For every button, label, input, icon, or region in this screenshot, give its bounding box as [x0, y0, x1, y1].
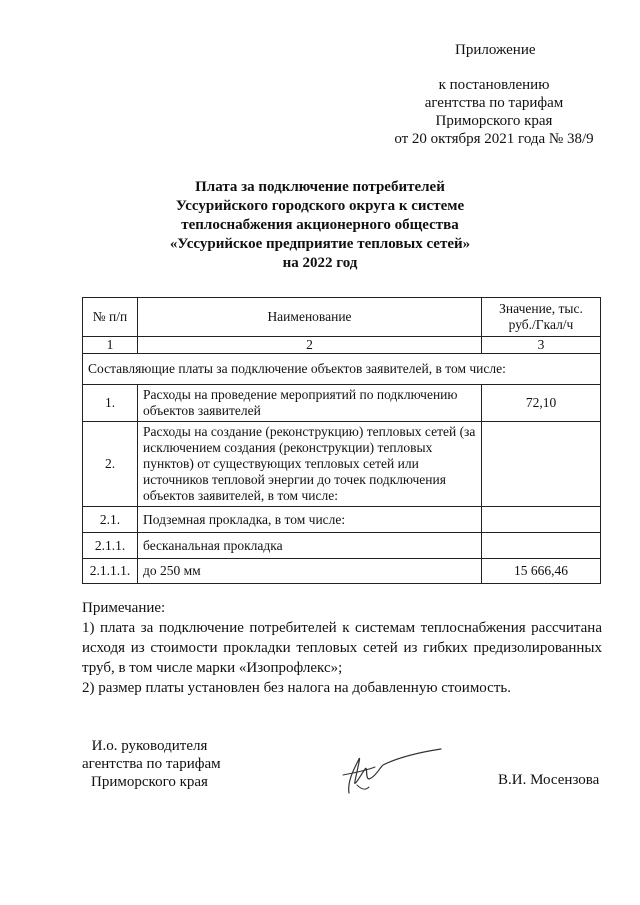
- row-name: Расходы на создание (реконструкцию) тепловых сетей (за исключением создания (реконструкции) тепловых пунктов) от существующих тепловых сетей или источников тепловой энергии до точек подключения объектов заявителей, в том числе:: [138, 422, 482, 507]
- column-number: 3: [482, 337, 601, 354]
- note-item: 2) размер платы установлен без налога на добавленную стоимость.: [82, 680, 511, 696]
- title-line: Уссурийского городского округа к системе: [175, 198, 465, 214]
- title-line: на 2022 год: [282, 255, 358, 271]
- column-header-value: Значение, тыс. руб./Гкал/ч: [482, 298, 601, 337]
- section-row: [83, 354, 601, 385]
- row-number: 2.1.1.1.: [83, 559, 138, 584]
- handwritten-signature: [335, 745, 445, 805]
- table-row: [83, 533, 601, 559]
- row-name: бесканальная прокладка: [138, 533, 482, 559]
- row-name: Расходы на проведение мероприятий по подключению объектов заявителей: [138, 385, 482, 422]
- tariff-table: [82, 297, 601, 584]
- row-number: 2.: [83, 422, 138, 507]
- document-title: [150, 178, 490, 273]
- position-line: Приморского края: [91, 774, 208, 790]
- note-item: 1) плата за подключение потребителей к системам теплоснабжения рассчитана исходя из стоимости прокладки тепловых сетей из гибких предизолированных труб, в том числе марки «Изопрофлекс»;: [82, 620, 602, 676]
- appendix-label: Приложение: [455, 42, 536, 58]
- title-line: «Уссурийское предприятие тепловых сетей»: [169, 236, 471, 252]
- row-name: до 250 мм: [138, 559, 482, 584]
- row-number: 2.1.1.: [83, 533, 138, 559]
- title-line: теплоснабжения акционерного общества: [181, 217, 459, 233]
- signatory-position: [82, 737, 221, 791]
- row-value: [482, 422, 601, 507]
- column-number-row: [83, 337, 601, 354]
- table-row: [83, 559, 601, 584]
- notes-heading: Примечание:: [82, 600, 166, 616]
- row-value: 72,10: [482, 385, 601, 422]
- appendix-line: к постановлению: [438, 77, 550, 93]
- table-row: [83, 507, 601, 533]
- column-header-name: Наименование: [138, 298, 482, 337]
- position-line: агентства по тарифам: [82, 756, 221, 772]
- row-value: [482, 507, 601, 533]
- signer-name: В.И. Мосензова: [498, 772, 600, 788]
- appendix-line: агентства по тарифам: [424, 95, 564, 111]
- row-name: Подземная прокладка, в том числе:: [138, 507, 482, 533]
- column-number: 1: [83, 337, 138, 354]
- table-row: [83, 422, 601, 507]
- column-header-number: № п/п: [83, 298, 138, 337]
- notes-block: [82, 598, 602, 698]
- row-number: 1.: [83, 385, 138, 422]
- table-row: [83, 385, 601, 422]
- position-line: И.о. руководителя: [91, 738, 208, 754]
- appendix-reference: [380, 76, 608, 148]
- title-line: Плата за подключение потребителей: [195, 179, 445, 195]
- appendix-line: от 20 октября 2021 года № 38/9: [394, 131, 594, 147]
- row-value: 15 666,46: [482, 559, 601, 584]
- column-number: 2: [138, 337, 482, 354]
- section-title: Составляющие платы за подключение объектов заявителей, в том числе:: [83, 354, 601, 385]
- appendix-line: Приморского края: [435, 113, 553, 129]
- row-number: 2.1.: [83, 507, 138, 533]
- table-header-row: [83, 298, 601, 337]
- row-value: [482, 533, 601, 559]
